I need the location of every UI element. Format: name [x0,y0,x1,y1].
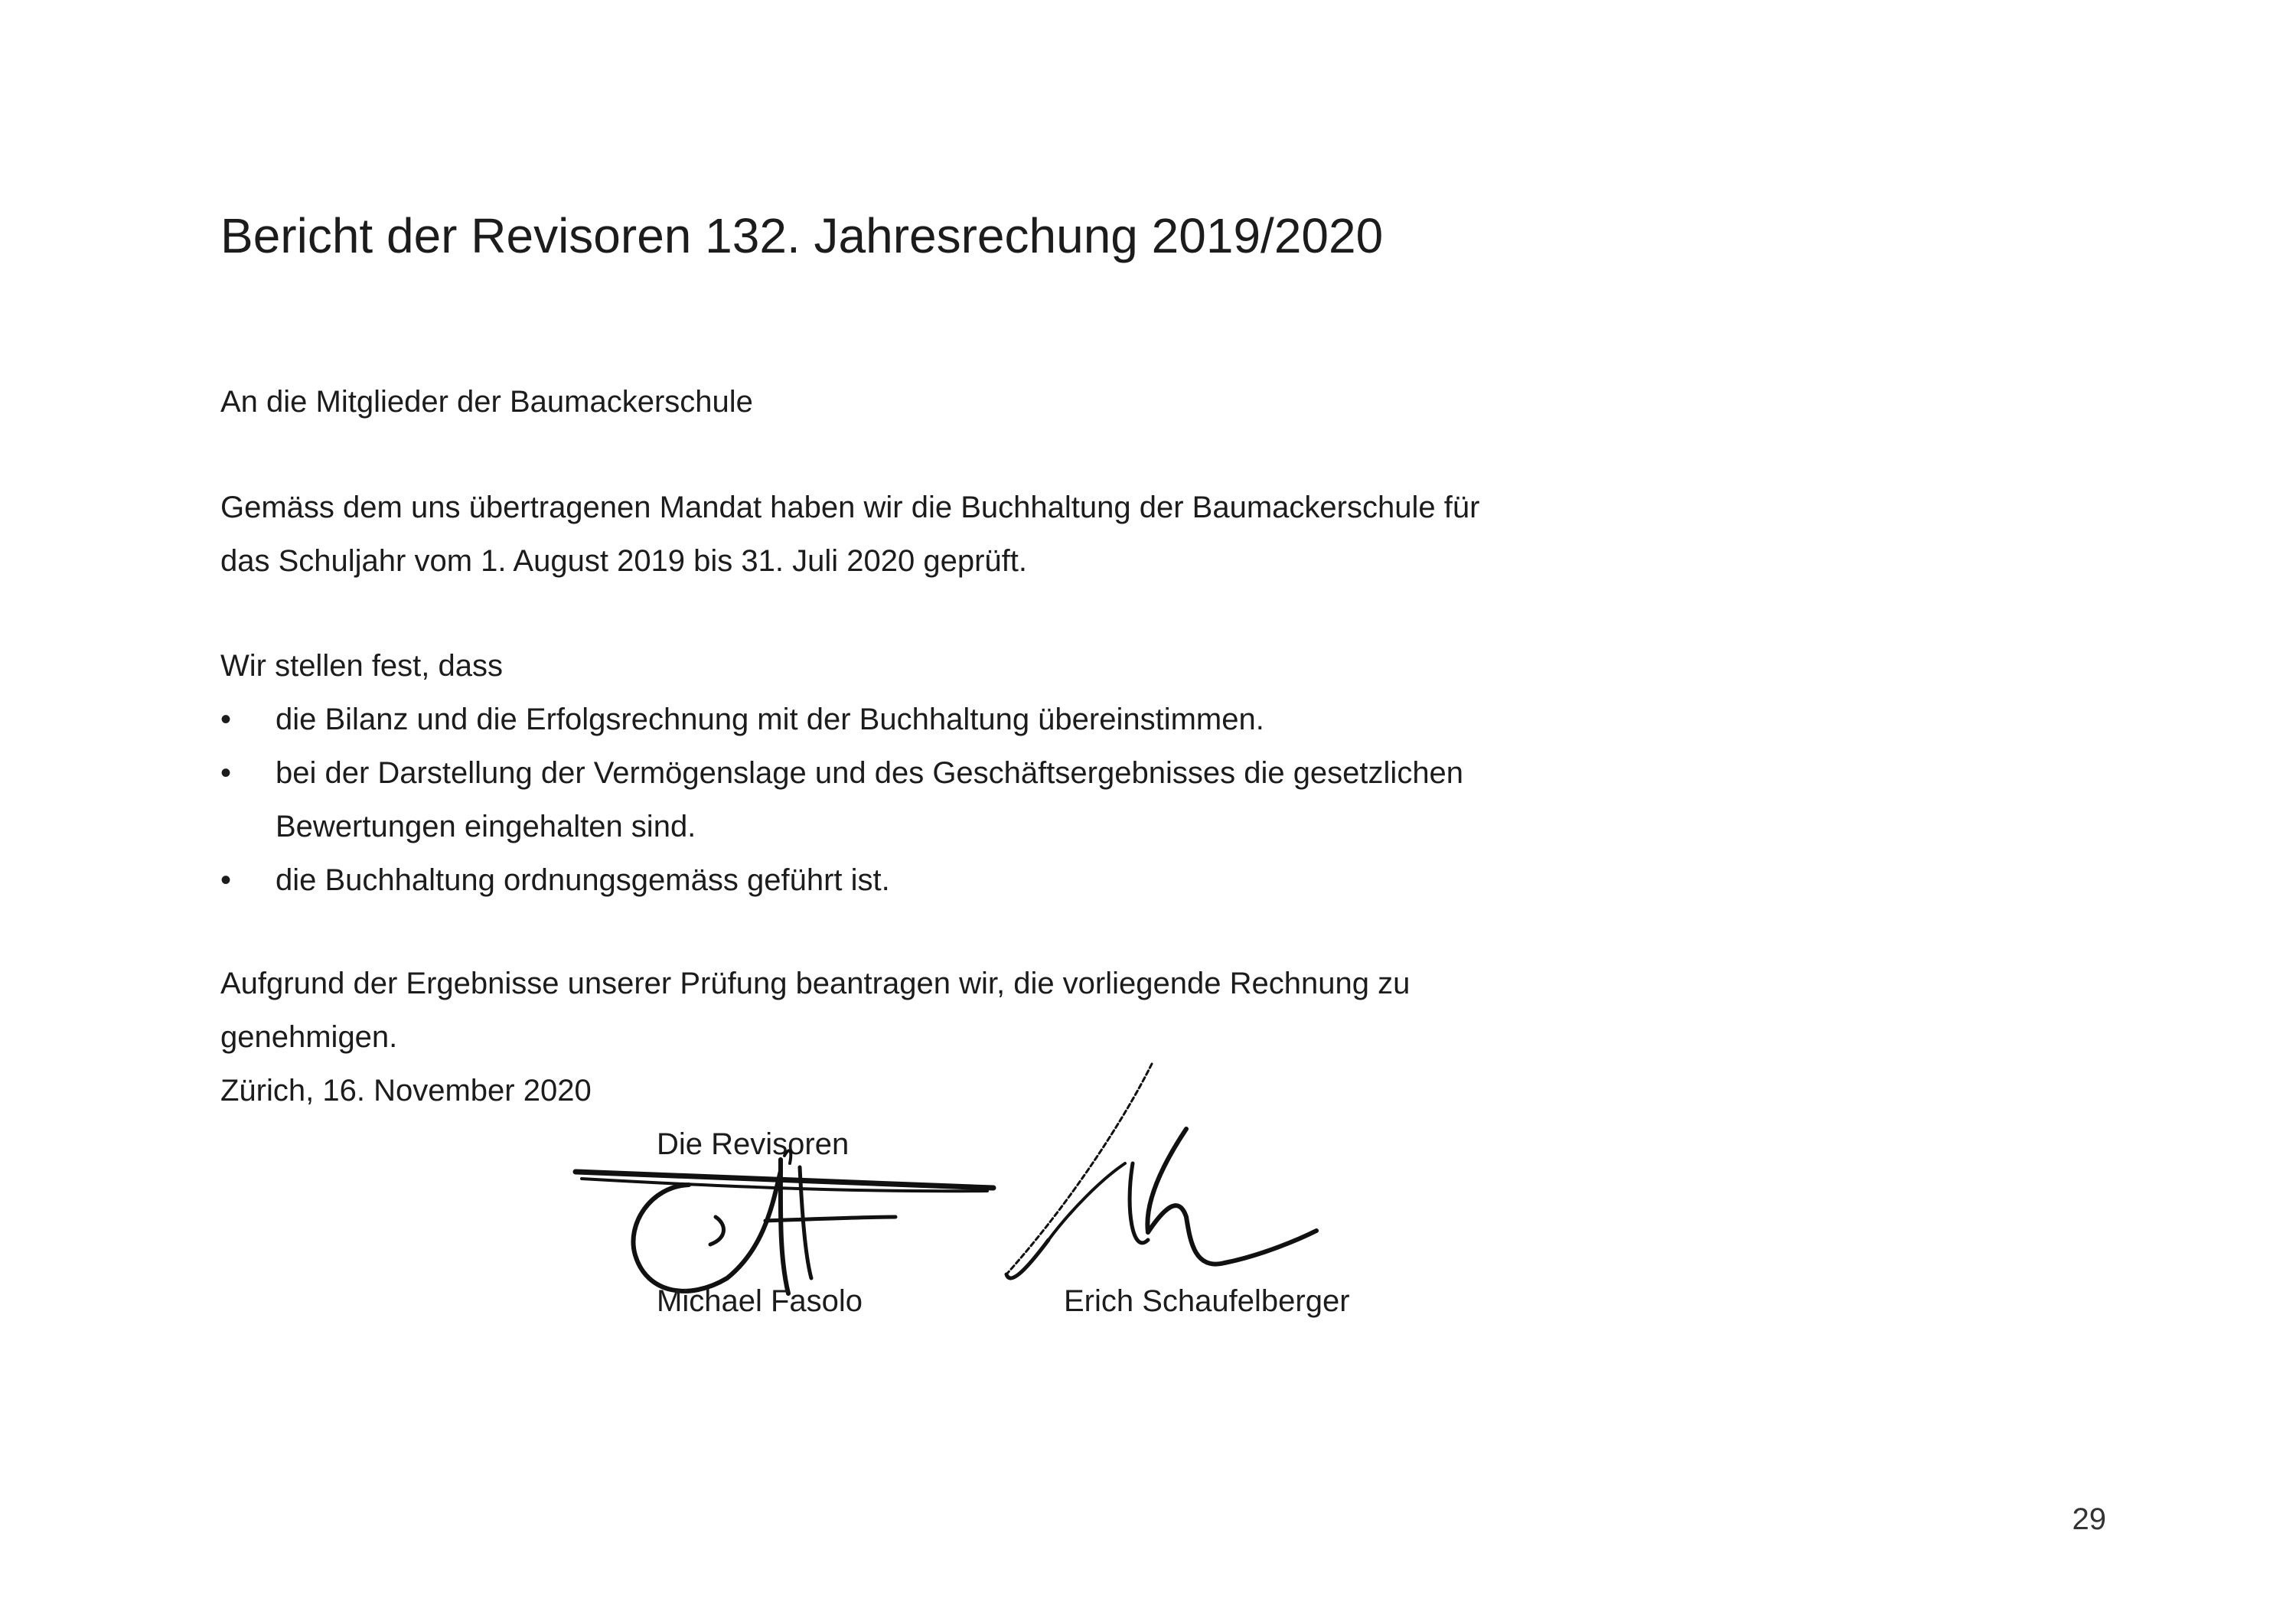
list-item-text: bei der Darstellung der Vermögenslage und des Geschäftsergebnisses die gesetzlichen Bewertungen eingehalten sind. [276,756,1464,843]
bullet-icon: • [220,756,232,790]
signatory-name: Erich Schaufelberger [1064,1284,1350,1318]
findings-intro: Wir stellen fest, dass [220,649,504,683]
bullet-icon: • [220,703,232,736]
place-date: Zürich, 16. November 2020 [220,1074,592,1107]
list-item-text: die Buchhaltung ordnungsgemäss geführt ist. [276,863,890,897]
list-item [220,853,1521,907]
findings-list [220,693,1521,907]
list-item-text: die Bilanz und die Erfolgsrechnung mit der Buchhaltung übereinstimmen. [276,703,1264,736]
list-item [220,746,1521,853]
approval-paragraph: Aufgrund der Ergebnisse unserer Prüfung beantragen wir, die vorliegende Rechnung zu genehmigen. [220,967,1411,1054]
signatory-name: Michael Fasolo [657,1284,863,1318]
page-title: Bericht der Revisoren 132. Jahresrechung 2019/2020 [220,208,1384,263]
list-item [220,693,1521,746]
signature-michael-fasolo [576,1150,993,1293]
page-number: 29 [2072,1502,2106,1536]
signatories-label: Die Revisoren [657,1127,850,1161]
salutation: An die Mitglieder der Baumackerschule [220,385,753,419]
mandate-paragraph: Gemäss dem uns übertragenen Mandat haben wir die Buchhaltung der Baumackerschule für das Schuljahr vom 1. August 2019 bis 31. Juli 2020 geprüft. [220,491,1480,578]
bullet-icon: • [220,863,232,897]
